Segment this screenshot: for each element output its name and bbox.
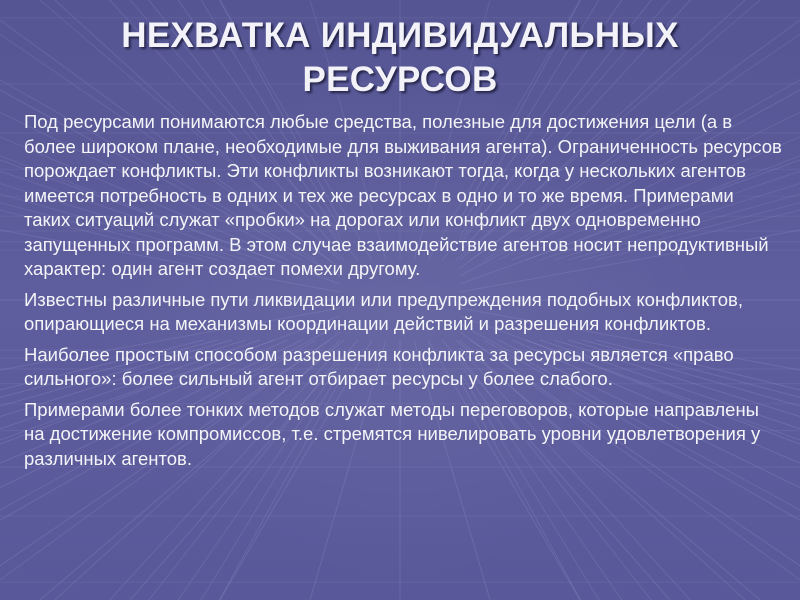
body-paragraph: Под ресурсами понимаются любые средства, полезные для достижения цели (а в более широком плане, необходимые для выживания агента). Ограниченность ресурсов порождает конфликты. Эти конфликты возникают тогда, когда у нескольких агентов имеется потребность в одних и тех же ресурсах в одно и то же время. Примерами таких ситуаций служат «пробки» на дорогах или конфликт двух одновременно запущенных программ. В этом случае взаимодействие агентов носит непродуктивный характер: один агент создает помехи другому. <box>24 111 782 279</box>
slide-title-line-2: РЕСУРСОВ <box>302 60 498 99</box>
body-paragraph: Наиболее простым способом разрешения конфликта за ресурсы является «право сильного»: более сильный агент отбирает ресурсы у более слабого. <box>24 343 734 389</box>
slide-body <box>24 110 784 477</box>
slide-title <box>40 14 760 102</box>
body-paragraph: Известны различные пути ликвидации или предупреждения подобных конфликтов, опирающиеся на механизмы координации действий и разрешения конфликтов. <box>24 288 743 334</box>
slide-title-line-1: НЕХВАТКА ИНДИВИДУАЛЬНЫХ <box>121 16 679 55</box>
body-paragraph: Примерами более тонких методов служат методы переговоров, которые направлены на достижение компромиссов, т.е. стремятся нивелировать уровни удовлетворения у различных агентов. <box>24 398 761 469</box>
